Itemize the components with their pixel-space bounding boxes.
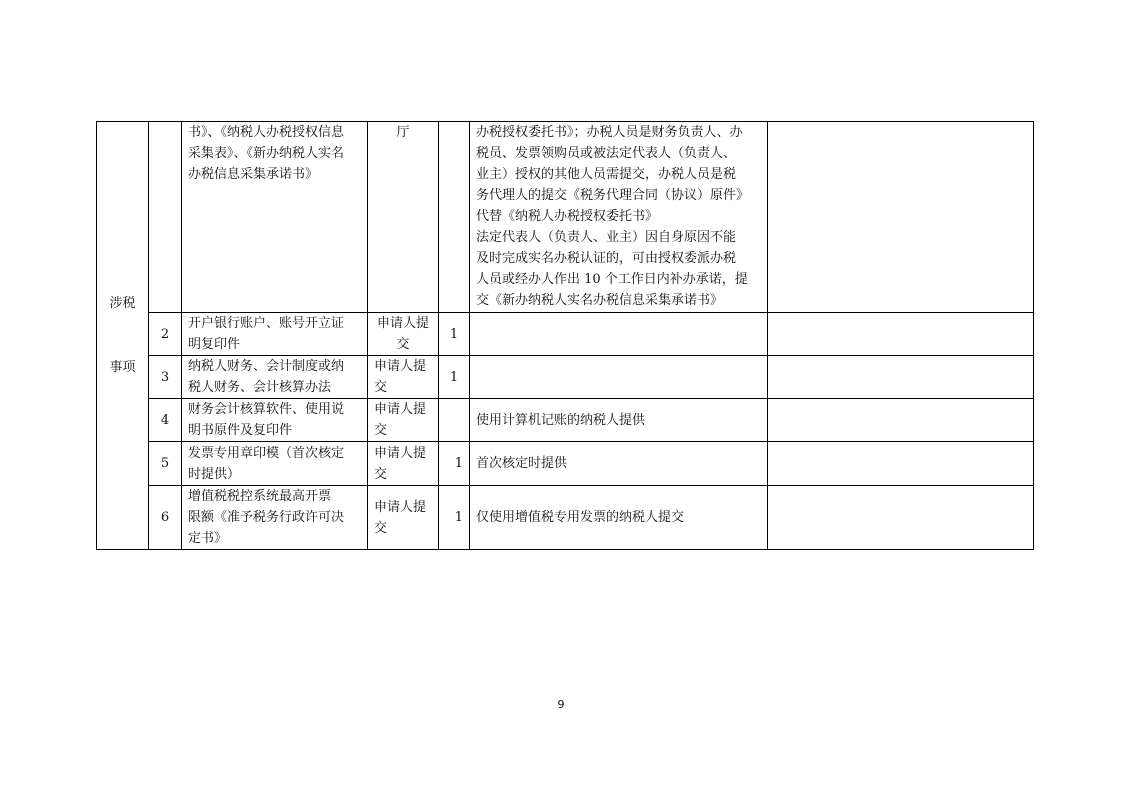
extra-cell: [768, 356, 1034, 399]
source-line: 交: [374, 520, 388, 536]
material-cell: [182, 399, 368, 442]
number-cell: 6: [149, 486, 182, 550]
source-line: 申请人提: [376, 316, 429, 331]
note-line: 务代理人的提交《税务代理合同（协议）原件》: [476, 188, 750, 203]
count-cell: 1: [439, 356, 470, 399]
note-cell: [470, 122, 768, 313]
source-line: 交: [374, 380, 388, 395]
material-cell: [182, 442, 368, 486]
material-line: 税人财务、会计核算办法: [188, 380, 332, 395]
material-line: 开户银行账户、账号开立证: [188, 316, 345, 331]
number-cell: 4: [149, 399, 182, 442]
material-line: 纳税人财务、会计制度或纳: [188, 359, 345, 374]
category-cell: [97, 122, 149, 550]
material-cell: [182, 356, 368, 399]
note-line: 代替《纳税人办税授权委托书》: [476, 209, 659, 224]
source-line: 申请人提: [374, 499, 427, 515]
number-cell: [149, 122, 182, 313]
number-cell: 2: [149, 313, 182, 356]
material-line: 明书原件及复印件: [188, 423, 293, 438]
note-line: 法定代表人（负责人、业主）因自身原因不能: [476, 230, 737, 245]
table-row: [97, 122, 1034, 313]
source-line: 申请人提: [374, 402, 427, 417]
material-line: 明复印件: [188, 337, 241, 352]
material-line: 增值税税控系统最高开票: [188, 489, 332, 504]
category-line: 涉税: [109, 295, 136, 311]
tax-materials-table: [96, 121, 1034, 550]
note-line: 业主）授权的其他人员需提交，办税人员是税: [476, 167, 737, 182]
source-cell: [368, 356, 439, 399]
number-cell: 5: [149, 442, 182, 486]
source-line: 交: [396, 337, 410, 352]
note-cell: [470, 313, 768, 356]
table-row: [97, 356, 1034, 399]
material-line: 时提供）: [188, 466, 241, 482]
count-cell: 1: [439, 313, 470, 356]
material-line: 办税信息采集承诺书》: [188, 167, 319, 182]
extra-cell: [768, 442, 1034, 486]
source-cell: [368, 313, 439, 356]
note-line: 交《新办纳税人实名办税信息采集承诺书》: [476, 293, 724, 308]
table-row: [97, 486, 1034, 550]
count-cell: 1: [439, 442, 470, 486]
table-row: [97, 399, 1034, 442]
extra-cell: [768, 313, 1034, 356]
note-cell: 首次核定时提供: [470, 442, 768, 486]
material-cell: [182, 486, 368, 550]
extra-cell: [768, 122, 1034, 313]
source-line: 申请人提: [374, 445, 427, 461]
count-cell: [439, 399, 470, 442]
material-line: 发票专用章印模（首次核定: [188, 445, 345, 461]
material-line: 财务会计核算软件、使用说: [188, 402, 345, 417]
source-cell: [368, 122, 439, 313]
count-cell: [439, 122, 470, 313]
note-line: 办税授权委托书》；办税人员是财务负责人、办: [476, 125, 743, 140]
note-cell: [470, 356, 768, 399]
material-cell: [182, 122, 368, 313]
table-row: [97, 313, 1034, 356]
source-cell: [368, 442, 439, 486]
extra-cell: [768, 486, 1034, 550]
material-line: 定书》: [188, 531, 228, 546]
count-cell: 1: [439, 486, 470, 550]
source-cell: [368, 486, 439, 550]
page-number: 9: [557, 698, 565, 711]
material-line: 限额《准予税务行政许可决: [188, 510, 345, 525]
note-cell: 仅使用增值税专用发票的纳税人提交: [470, 486, 768, 550]
source-line: 交: [374, 466, 388, 482]
source-cell: [368, 399, 439, 442]
table-row: [97, 442, 1034, 486]
note-line: 税员、发票领购员或被法定代表人（负责人、: [476, 146, 737, 161]
source-line: 交: [374, 423, 388, 438]
category-line: 事项: [109, 359, 136, 375]
material-line: 采集表》、《新办纳税人实名: [188, 146, 345, 161]
note-line: 人员或经办人作出 10 个工作日内补办承诺，提: [476, 272, 748, 287]
material-line: 书》、《纳税人办税授权信息: [188, 125, 345, 140]
number-cell: 3: [149, 356, 182, 399]
source-line: 申请人提: [374, 359, 427, 374]
note-line: 及时完成实名办税认证的，可由授权委派办税: [476, 251, 737, 266]
source-text: 厅: [396, 125, 410, 140]
note-cell: 使用计算机记账的纳税人提供: [470, 399, 768, 442]
material-cell: [182, 313, 368, 356]
extra-cell: [768, 399, 1034, 442]
